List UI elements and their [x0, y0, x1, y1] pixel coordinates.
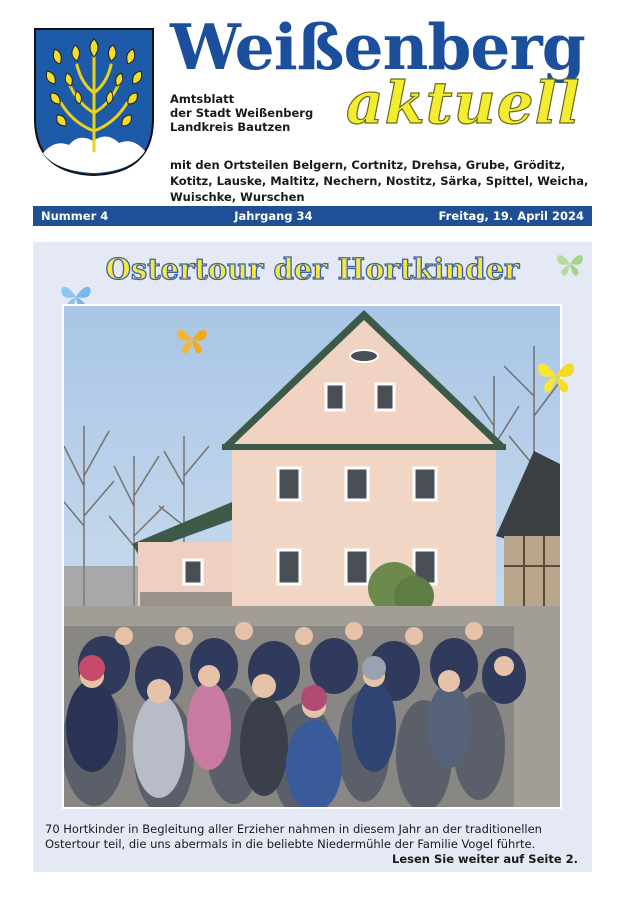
butterfly-icon — [535, 356, 577, 396]
info-line: Amtsblatt — [170, 92, 235, 106]
butterfly-icon — [555, 250, 585, 278]
publication-info — [170, 92, 313, 134]
masthead-subtitle: aktuell — [346, 69, 581, 137]
info-line: der Stadt Weißenberg — [170, 106, 314, 120]
issue-date: Freitag, 19. April 2024 — [438, 209, 584, 223]
issue-number: Nummer 4 — [41, 209, 109, 223]
continue-reading-link[interactable]: Lesen Sie weiter auf Seite 2. — [392, 852, 578, 866]
feature-photo — [62, 304, 562, 809]
info-line: Landkreis Bautzen — [170, 120, 291, 134]
coat-of-arms-icon — [33, 27, 155, 177]
feature-article — [33, 242, 592, 872]
feature-headline: Ostertour der Hortkinder — [105, 252, 520, 286]
masthead-title: Weißenberg — [170, 10, 585, 84]
butterfly-icon — [175, 324, 209, 356]
issue-volume: Jahrgang 34 — [234, 209, 313, 223]
districts-list: mit den Ortsteilen Belgern, Cortnitz, Drehsa, Grube, Gröditz, Kotitz, Lauske, Maltitz, Nechern, Nostitz, Särka, Spittel, Weicha, Wuischke, Wurschen — [170, 158, 589, 204]
issue-bar — [33, 206, 592, 226]
feature-caption: 70 Hortkinder in Begleitung aller Erzieher nahmen in diesem Jahr an der traditionellen Ostertour teil, die uns abermals in die beliebte Niedermühle der Familie Vogel führte. — [45, 822, 542, 851]
